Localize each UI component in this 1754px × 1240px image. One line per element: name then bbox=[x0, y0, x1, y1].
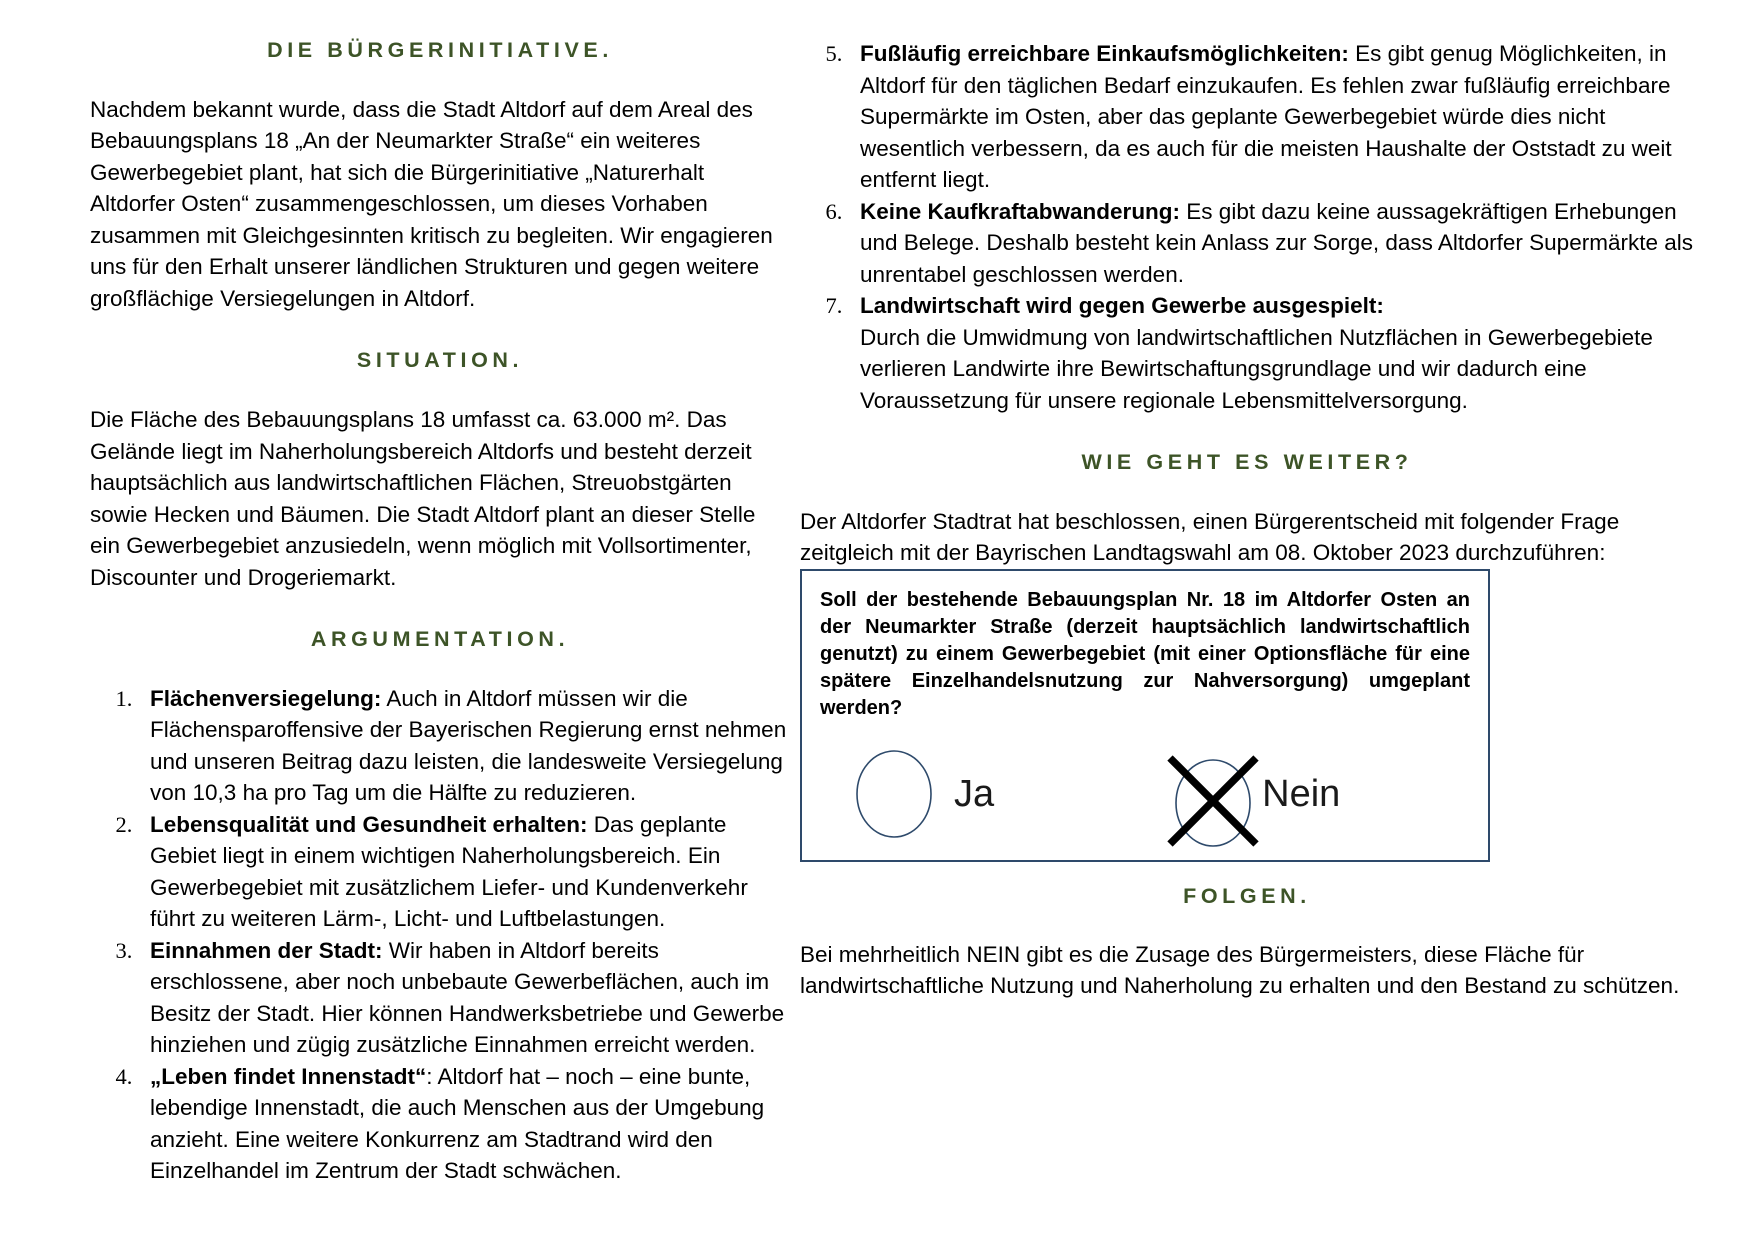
argument-title: Flächenversiegelung: bbox=[150, 685, 382, 711]
ballot-option-ja[interactable] bbox=[854, 748, 994, 840]
list-item bbox=[848, 196, 1694, 291]
heading-die-buergerinitiative: DIE BÜRGERINITIATIVE. bbox=[267, 38, 613, 62]
ballot-option-nein-label: Nein bbox=[1262, 772, 1341, 815]
spacer bbox=[90, 64, 790, 94]
argument-text: : Altdorf hat – noch – eine bunte, lebendige Innenstadt, die auch Menschen aus der Umgebung anzieht. Eine weitere Konkurrenz am Stadtrand wird den Einzelhandel im Zentrum der Stadt schwächen. bbox=[150, 1063, 765, 1184]
heading-wie-geht-es-weiter: WIE GEHT ES WEITER? bbox=[1081, 450, 1413, 474]
ballot-option-ja-label: Ja bbox=[954, 772, 995, 815]
argument-list-left bbox=[90, 683, 790, 1187]
spacer bbox=[90, 593, 790, 627]
left-column bbox=[0, 0, 800, 1240]
paragraph-initiative: Nachdem bekannt wurde, dass die Stadt Altdorf auf dem Areal des Bebauungsplans 18 „An der Neumarkter Straße“ ein weiteres Gewerbegebiet plant, hat sich die Bürgerinitiative „Naturerhalt Altdorfer Osten“ zusammengeschlossen, um dieses Vorhaben zusammen mit Gleichgesinnten kritisch zu begleiten. Wir engagieren uns für den Erhalt unserer ländlichen Strukturen und gegen weitere großflächige Versiegelungen in Altdorf. bbox=[90, 96, 773, 311]
heading-situation-wrap bbox=[90, 348, 790, 374]
argument-title: Einnahmen der Stadt: bbox=[150, 937, 383, 963]
heading-next-wrap bbox=[800, 450, 1694, 476]
argument-content bbox=[150, 686, 786, 806]
list-item bbox=[848, 290, 1694, 416]
argument-text: Es gibt dazu keine aussagekräftigen Erhebungen und Belege. Deshalb besteht kein Anlass zur Sorge, dass Altdorfer Supermärkte als unrentabel geschlossen werden. bbox=[860, 198, 1693, 287]
argument-text: Durch die Umwidmung von landwirtschaftlichen Nutzflächen in Gewerbegebiete verlieren Landwirte ihre Bewirtschaftungsgrundlage und wir dadurch eine Voraussetzung für unsere regionale Lebensmittelversorgung. bbox=[860, 324, 1653, 413]
argument-text: Das geplante Gebiet liegt in einem wichtigen Naherholungsbereich. Ein Gewerbegebiet mit zusätzlichem Liefer- und Kundenverkehr führt zu weiteren Lärm-, Licht- und Luftbelastungen. bbox=[150, 811, 748, 932]
ballot-question-text: Soll der bestehende Bebauungsplan Nr. 18 im Altdorfer Osten an der Neumarkter Straße (derzeit hauptsächlich landwirtschaftlich genutzt) zu einem Gewerbegebiet (mit einer Optionsfläche für eine spätere Einzelhandelsnutzung zur Nahversorgung) umgeplant werden? bbox=[820, 588, 1470, 719]
argument-list-right bbox=[800, 38, 1694, 416]
cross-mark-icon bbox=[1170, 758, 1256, 844]
spacer bbox=[90, 374, 790, 404]
argument-title: Keine Kaufkraftabwanderung: bbox=[860, 198, 1181, 224]
right-column bbox=[800, 0, 1754, 1240]
argument-content bbox=[150, 1064, 764, 1184]
heading-folgen-wrap bbox=[800, 884, 1694, 909]
heading-argumentation: ARGUMENTATION. bbox=[310, 627, 570, 652]
list-item bbox=[138, 683, 790, 809]
ballot-circle-checked-icon[interactable] bbox=[1162, 748, 1242, 840]
paragraph-situation: Die Fläche des Bebauungsplans 18 umfasst ca. 63.000 m². Das Gelände liegt im Naherholungsbereich Altdorfs und besteht derzeit hauptsächlich aus landwirtschaftlichen Flächen, Streuobstgärten sowie Hecken und Bäumen. Die Stadt Altdorf plant an dieser Stelle ein Gewerbegebiet anzusiedeln, wenn möglich mit Vollsortimenter, Discounter und Drogeriemarkt. bbox=[90, 407, 756, 590]
argument-text: Es gibt genug Möglichkeiten, in Altdorf für den täglichen Bedarf einzukaufen. Es fehlen zwar fußläufig erreichbare Supermärkte im Osten, aber das geplante Gewerbegebiet würde dies nicht wesentlich verbessern, da es auch für die meisten Haushalte der Oststadt zu weit entfernt liegt. bbox=[860, 41, 1672, 192]
argument-title: „Leben findet Innenstadt“ bbox=[150, 1063, 427, 1089]
argument-text: Wir haben in Altdorf bereits erschlossene, aber noch unbebaute Gewerbeflächen, auch im Besitz der Stadt. Hier können Handwerksbetriebe und Gewerbe hinziehen und zügig zusätzliche Einnahmen erreicht werden. bbox=[150, 937, 785, 1058]
spacer bbox=[800, 476, 1694, 506]
heading-argumentation-wrap bbox=[90, 627, 790, 653]
spacer bbox=[800, 416, 1694, 450]
heading-initiative-wrap bbox=[90, 38, 790, 64]
argument-content bbox=[860, 199, 1693, 287]
ballot-box bbox=[800, 569, 1490, 862]
spacer bbox=[90, 653, 790, 683]
ballot-circle-unchecked-icon[interactable] bbox=[854, 748, 934, 840]
argument-content bbox=[150, 938, 784, 1058]
heading-folgen: FOLGEN bbox=[1183, 883, 1301, 908]
ballot-options bbox=[820, 748, 1470, 840]
list-item bbox=[138, 1061, 790, 1187]
paragraph-next-steps: Der Altdorfer Stadtrat hat beschlossen, einen Bürgerentscheid mit folgender Frage zeitgleich mit der Bayrischen Landtagswahl am 08. Oktober 2023 durchzuführen: bbox=[800, 508, 1620, 566]
paragraph-consequences: Bei mehrheitlich NEIN gibt es die Zusage des Bürgermeisters, diese Fläche für landwirtschaftliche Nutzung und Naherholung zu erhalten und den Bestand zu schützen. bbox=[800, 941, 1680, 999]
heading-folgen-period: . bbox=[1300, 883, 1311, 908]
argument-title: Lebensqualität und Gesundheit erhalten: bbox=[150, 811, 588, 837]
argument-title: Fußläufig erreichbare Einkaufsmöglichkeiten: bbox=[860, 41, 1349, 66]
list-item bbox=[138, 935, 790, 1061]
argument-content bbox=[860, 293, 1653, 413]
spacer bbox=[90, 314, 790, 348]
argument-content bbox=[860, 41, 1672, 192]
spacer bbox=[800, 909, 1694, 939]
list-item bbox=[848, 38, 1694, 196]
argument-title: Landwirtschaft wird gegen Gewerbe ausgespielt: bbox=[860, 293, 1384, 318]
list-item bbox=[138, 809, 790, 935]
ballot-option-nein[interactable] bbox=[1162, 748, 1340, 840]
argument-content bbox=[150, 812, 748, 932]
argument-text: Auch in Altdorf müssen wir die Flächensparoffensive der Bayerischen Regierung ernst nehmen und unseren Beitrag dazu leisten, die landesweite Versiegelung von 10,3 ha pro Tag um die Hälfte zu reduzieren. bbox=[150, 685, 787, 806]
heading-situation: SITUATION. bbox=[356, 348, 524, 373]
